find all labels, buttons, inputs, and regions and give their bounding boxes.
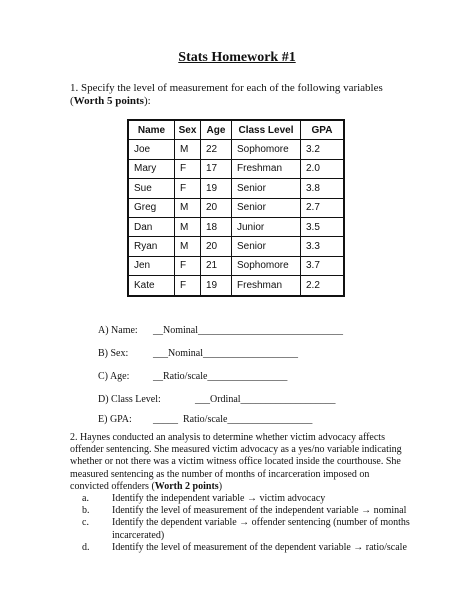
cell-class-level: Senior <box>232 179 301 198</box>
cell-class-level: Senior <box>232 237 301 256</box>
question-2-text: 2. Haynes conducted an analysis to determine whether victim advocacy affects offender sentencing. She measured victim advocacy as a yes/no variable indicating whether or not there was a victim witness office located inside the courthouse. She measured sentencing as the number of months of incarceration imposed on convicted offenders ( <box>70 432 402 492</box>
answer-line <box>98 371 287 382</box>
list-item <box>82 493 412 505</box>
answer-label: B) Sex: <box>98 348 129 359</box>
cell-age: 20 <box>201 198 232 217</box>
answer-value: __Nominal_____________________________ <box>153 325 343 336</box>
answer-value: ___Ordinal___________________ <box>195 394 336 405</box>
table-row <box>128 159 344 178</box>
list-item <box>82 505 412 517</box>
list-item-text: Identify the level of measurement of the independent variable → nominal <box>112 505 407 517</box>
list-item-marker: a. <box>82 493 89 504</box>
cell-age: 20 <box>201 237 232 256</box>
table-body <box>128 140 344 296</box>
table-row <box>128 237 344 256</box>
answer-value: ___Nominal___________________ <box>153 348 298 359</box>
question-2-points: Worth 2 points <box>154 480 219 492</box>
cell-class-level: Senior <box>232 198 301 217</box>
column-header-class-level: Class Level <box>232 120 301 140</box>
question-2-items <box>82 493 412 554</box>
cell-class-level: Freshman <box>232 159 301 178</box>
cell-age: 21 <box>201 256 232 275</box>
cell-sex: F <box>175 179 201 198</box>
cell-name: Jen <box>128 256 175 275</box>
cell-age: 19 <box>201 276 232 296</box>
page-title: Stats Homework #1 <box>178 50 296 65</box>
table-row <box>128 256 344 275</box>
list-item-text: Identify the level of measurement of the dependent variable → ratio/scale <box>112 541 407 553</box>
answer-label: E) GPA: <box>98 414 132 425</box>
table-row <box>128 140 344 159</box>
answer-line <box>98 325 343 336</box>
cell-gpa: 2.7 <box>301 198 345 217</box>
answer-line <box>98 394 336 405</box>
cell-sex: M <box>175 237 201 256</box>
cell-age: 22 <box>201 140 232 159</box>
cell-name: Greg <box>128 198 175 217</box>
answer-label: A) Name: <box>98 325 138 336</box>
cell-sex: M <box>175 198 201 217</box>
column-header-gpa: GPA <box>301 120 345 140</box>
cell-gpa: 3.8 <box>301 179 345 198</box>
list-item <box>82 517 412 541</box>
column-header-name: Name <box>128 120 175 140</box>
cell-age: 17 <box>201 159 232 178</box>
list-item-text: Identify the dependent variable → offender sentencing (number of months incarcerated) <box>112 517 410 541</box>
table-header-row <box>128 120 344 140</box>
list-item-marker: d. <box>82 541 90 553</box>
list-item-marker: c. <box>82 517 89 529</box>
cell-gpa: 3.3 <box>301 237 345 256</box>
table-row <box>128 217 344 236</box>
list-item-text: Identify the independent variable → victim advocacy <box>112 493 326 504</box>
answer-value: __Ratio/scale________________ <box>153 371 288 382</box>
student-table <box>127 119 345 297</box>
cell-name: Ryan <box>128 237 175 256</box>
cell-gpa: 3.7 <box>301 256 345 275</box>
cell-gpa: 2.0 <box>301 159 345 178</box>
cell-name: Sue <box>128 179 175 198</box>
cell-class-level: Sophomore <box>232 140 301 159</box>
answer-line <box>98 348 298 359</box>
cell-class-level: Junior <box>232 217 301 236</box>
table-row <box>128 276 344 296</box>
cell-age: 19 <box>201 179 232 198</box>
cell-name: Joe <box>128 140 175 159</box>
list-item-marker: b. <box>82 505 90 517</box>
table-row <box>128 198 344 217</box>
cell-gpa: 3.2 <box>301 140 345 159</box>
question-2 <box>70 432 410 493</box>
cell-sex: M <box>175 140 201 159</box>
cell-sex: F <box>175 159 201 178</box>
answer-label: D) Class Level: <box>98 394 161 405</box>
cell-name: Kate <box>128 276 175 296</box>
table-row <box>128 179 344 198</box>
cell-gpa: 2.2 <box>301 276 345 296</box>
column-header-age: Age <box>201 120 232 140</box>
question-1 <box>70 82 410 108</box>
list-item <box>82 542 412 554</box>
question-2-end: ) <box>218 480 223 492</box>
cell-age: 18 <box>201 217 232 236</box>
cell-sex: F <box>175 256 201 275</box>
column-header-sex: Sex <box>175 120 201 140</box>
question-1-end: ): <box>143 95 151 107</box>
cell-sex: M <box>175 217 201 236</box>
cell-name: Mary <box>128 159 175 178</box>
cell-class-level: Freshman <box>232 276 301 296</box>
question-1-text: 1. Specify the level of measurement for each of the following variables ( <box>70 82 383 107</box>
answer-value: _____ Ratio/scale_________________ <box>153 414 313 425</box>
cell-gpa: 3.5 <box>301 217 345 236</box>
cell-class-level: Sophomore <box>232 256 301 275</box>
question-1-points: Worth 5 points <box>73 95 144 107</box>
answer-line <box>98 414 312 425</box>
answer-label: C) Age: <box>98 371 130 382</box>
cell-name: Dan <box>128 217 175 236</box>
cell-sex: F <box>175 276 201 296</box>
